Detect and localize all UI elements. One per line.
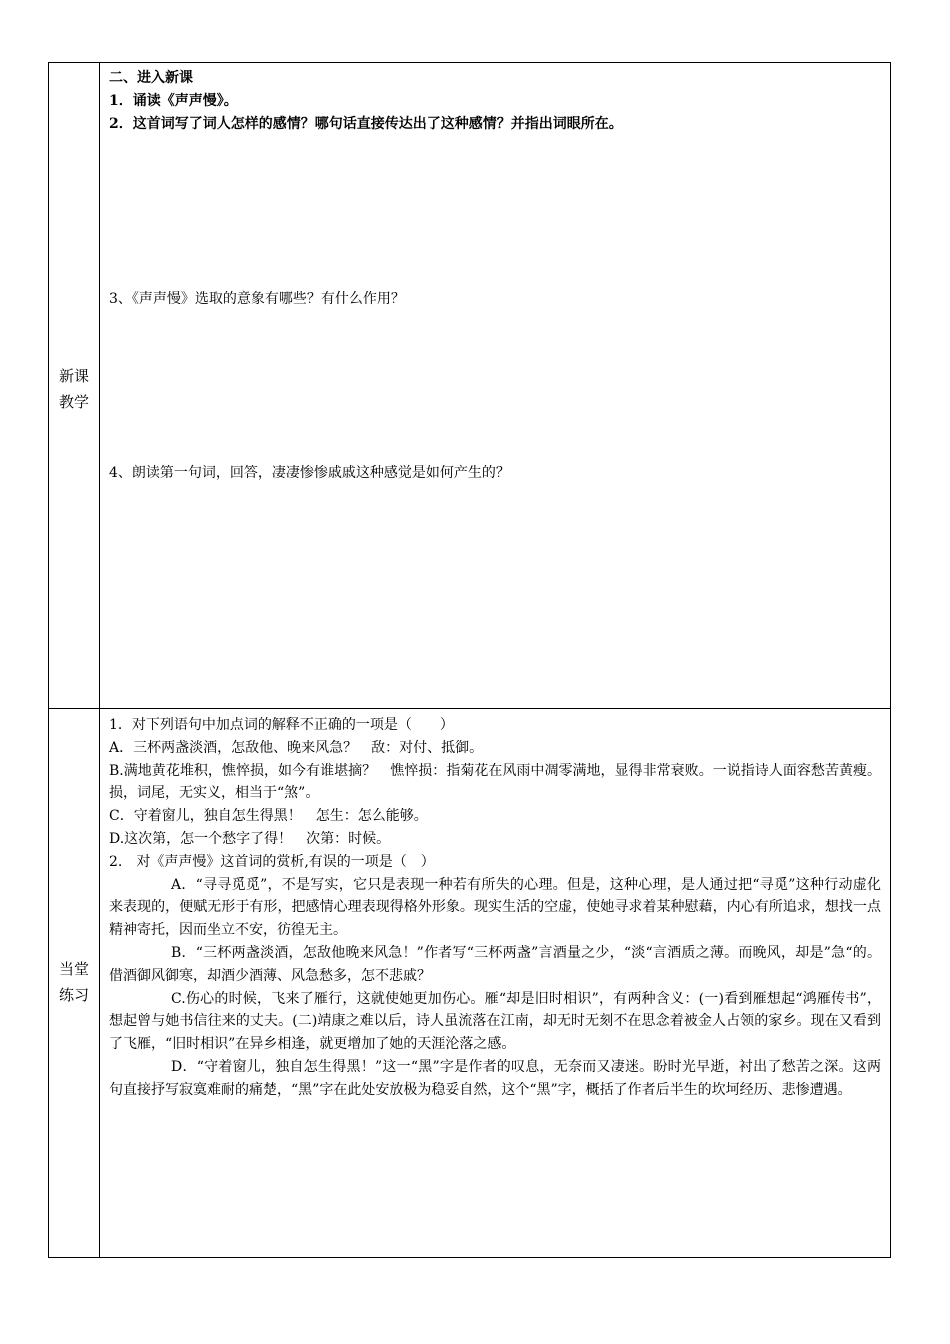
question-1-option-a: A．三杯两盏淡酒，怎敌他、晚来风急？ 敌：对付、抵御。 [109, 739, 484, 756]
question-2-option-b: B．“三杯两盏淡酒，怎敌他晚来风急！”作者写“三杯两盏”言酒量之少，“淡“言酒质之薄。而晚风，却是”急“的。借酒御风御寒，却酒少酒薄、风急愁多，怎不悲戚？ [109, 944, 881, 984]
new-lesson-item-2: 2．这首词写了词人怎样的感情？哪句话直接传达出了这种感情？并指出词眼所在。 [109, 116, 623, 132]
new-lesson-label-line1: 新课 [58, 367, 89, 385]
new-lesson-content [109, 67, 884, 136]
practice-label [49, 956, 99, 1008]
question-1-option-c: C．守着窗儿，独自怎生得黑！ 怎生：怎么能够。 [109, 808, 428, 825]
practice-label-line1: 当堂 [58, 960, 89, 978]
question-1-option-b: B.满地黄花堆积，憔悴损，如今有谁堪摘？ 憔悴损：指菊花在风雨中凋零满地，显得非常衰败。一说指诗人面容愁苦黄瘦。损，词尾，无实义，相当于“煞”。 [109, 762, 881, 802]
new-lesson-item-3: 3、《声声慢》选取的意象有哪些？有什么作用？ [109, 291, 405, 307]
question-1-option-d: D.这次第，怎一个愁字了得！ 次第：时候。 [109, 830, 391, 847]
new-lesson-label [49, 363, 99, 415]
question-2-option-a: A．“寻寻觅觅”，不是写实，它只是表现一种若有所失的心理。但是，这种心理，是人通过把“寻觅”这种行动虚化来表现的，便赋无形于有形，把感情心理表现得格外形象。现实生活的空虚，使她寻求着某种慰藉，内心有所追求，想找一点精神寄托，因而坐立不安，彷徨无主。 [109, 876, 881, 939]
question-2-option-d: D．“守着窗儿，独自怎生得黑！”这一“黑”字是作者的叹息，无奈而又凄迷。盼时光早逝，衬出了愁苦之深。这两句直接抒写寂寞难耐的痛楚，“黑”字在此处安放极为稳妥自然，这个“黑”字，概括了作者后半生的坎坷经历、悲惨遭遇。 [109, 1058, 881, 1098]
question-2-option-c: C.伤心的时候，飞来了雁行，这就使她更加伤心。雁“却是旧时相识”，有两种含义：(一)看到雁想起“鸿雁传书”，想起曾与她书信往来的丈夫。(二)靖康之难以后，诗人虽流落在江南，却无时无刻不在思念着被金人占领的家乡。现在又看到了飞雁，“旧时相识”在异乡相逢，就更增加了她的天涯沦落之感。 [109, 990, 881, 1053]
new-lesson-item-4: 4、朗读第一句词，回答，凄凄惨惨戚戚这种感觉是如何产生的？ [109, 465, 510, 481]
practice-content [109, 714, 881, 1102]
question-2: 2. 对《声声慢》这首词的赏析,有误的一项是（ ） [109, 853, 435, 870]
practice-label-line2: 练习 [58, 986, 89, 1004]
new-lesson-item-1: 1．诵读《声声慢》。 [109, 93, 238, 109]
new-lesson-heading: 二、进入新课 [109, 70, 193, 86]
row-divider [49, 708, 890, 709]
new-lesson-label-line2: 教学 [58, 393, 89, 411]
column-divider [99, 63, 100, 1257]
question-1: 1．对下列语句中加点词的解释不正确的一项是（ ） [109, 717, 454, 733]
lesson-plan-table [48, 62, 891, 1258]
